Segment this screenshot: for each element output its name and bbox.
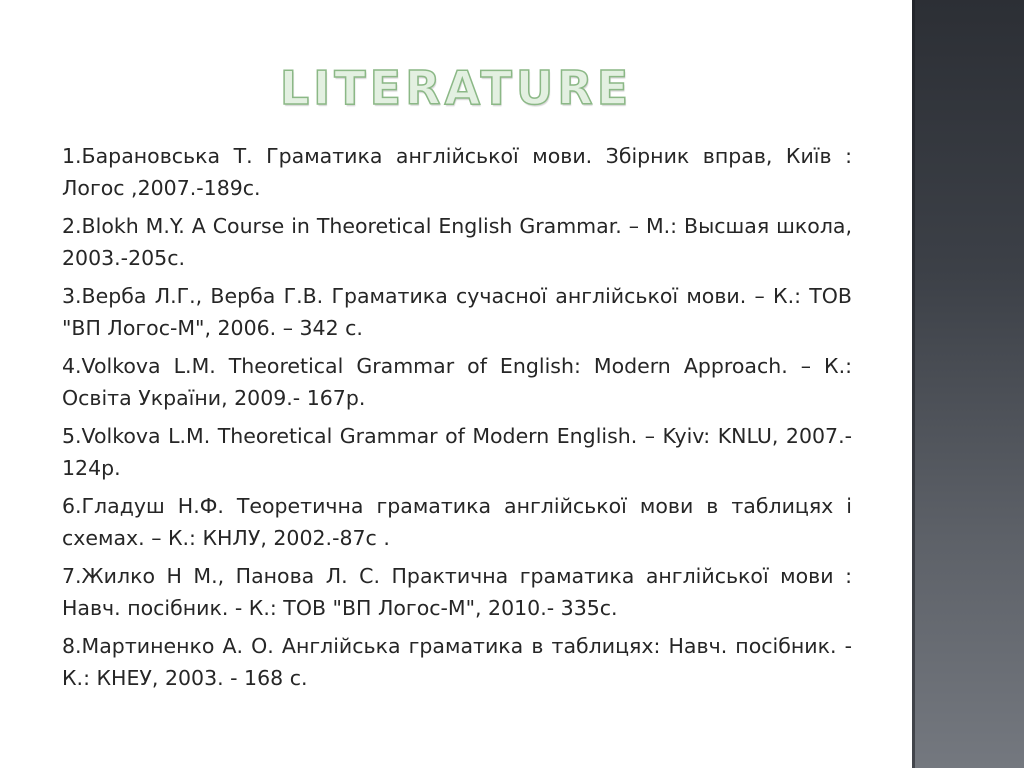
reference-item: 1.Барановська Т. Граматика англійської мови. Збірник вправ, Київ : Логос ,2007.-189с.: [62, 144, 852, 200]
decorative-side-bar: [912, 0, 1024, 768]
reference-item: 3.Верба Л.Г., Верба Г.В. Граматика сучасної англійської мови. – К.: ТОВ "ВП Логос-М", 2006. – 342 с.: [62, 284, 852, 340]
reference-item: 4.Volkova L.M. Theoretical Grammar of English: Modern Approach. – К.: Освіта України, 2009.- 167р.: [62, 354, 852, 410]
reference-list: [62, 140, 852, 700]
reference-item: 7.Жилко Н М., Панова Л. С. Практична граматика англійської мови : Навч. посібник. - К.: ТОВ "ВП Логос-М", 2010.- 335с.: [62, 564, 852, 620]
reference-item: 8.Мартиненко А. О. Англійська граматика в таблицях: Навч. посібник. - К.: КНЕУ, 2003. - 168 с.: [62, 634, 852, 690]
slide-title: LITERATURE: [279, 61, 633, 115]
reference-item: 6.Гладуш Н.Ф. Теоретична граматика англійської мови в таблицях і схемах. – К.: КНЛУ, 2002.-87с .: [62, 494, 852, 550]
reference-item: 2.Blokh M.Y. A Course in Theoretical English Grammar. – М.: Высшая школа, 2003.-205с.: [62, 214, 852, 270]
reference-item: 5.Volkova L.M. Theoretical Grammar of Modern English. – Kyiv: KNLU, 2007.- 124р.: [62, 424, 852, 480]
